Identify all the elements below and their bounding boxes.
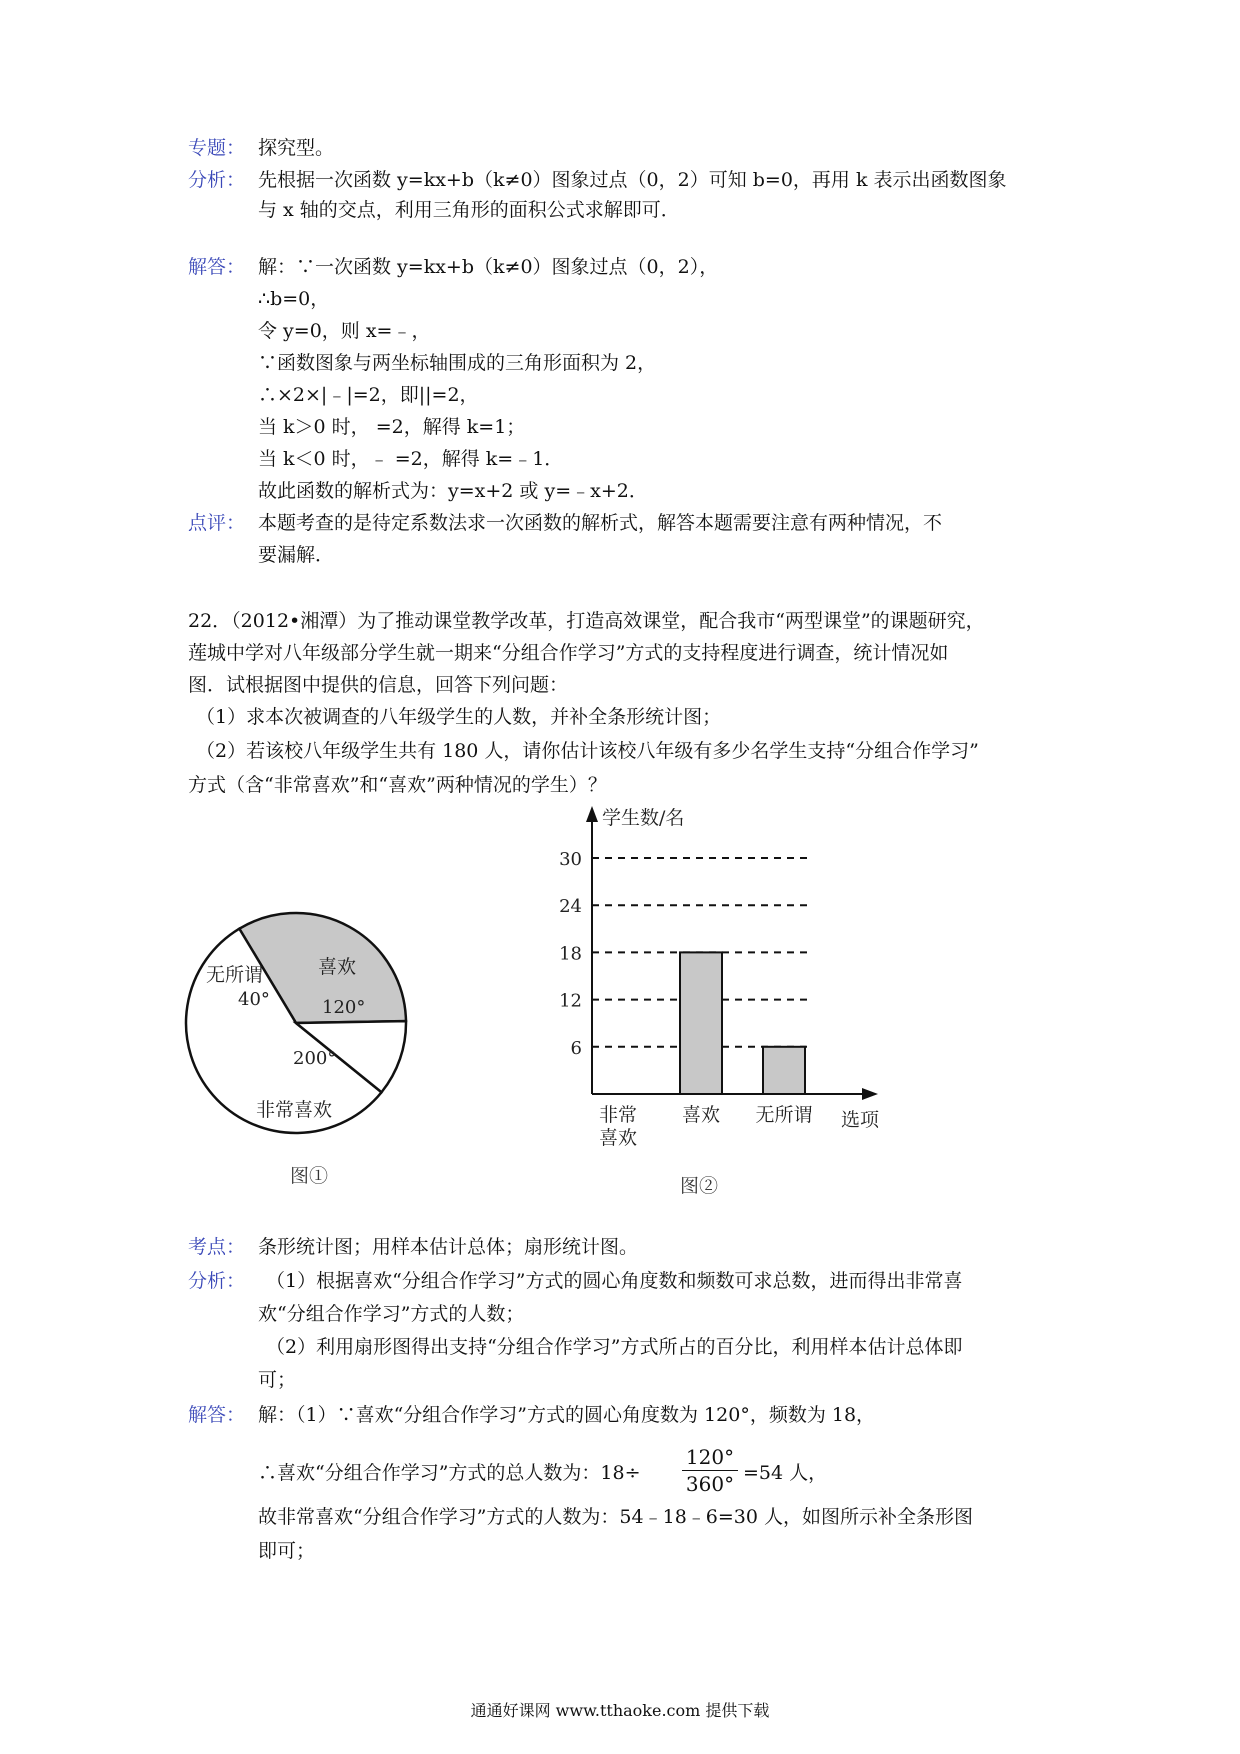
solution-line: ∵函数图象与两坐标轴围成的三角形面积为 2，: [258, 352, 657, 374]
analysis-line-1: 先根据一次函数 y=kx+b（k≠0）图象过点（0，2）可知 b=0，再用 k 表示出函数图象: [258, 169, 1007, 191]
solution-line-1: 解：（1）∵喜欢“分组合作学习”方式的圆心角度数为 120°，频数为 18，: [258, 1404, 876, 1426]
pie-slice-angle: 120°: [322, 997, 366, 1018]
solution-row: [0, 346, 1240, 380]
pie-slice-label: 喜欢: [318, 956, 357, 978]
solution-row: [0, 1534, 1240, 1568]
solution-line-3: 故非常喜欢“分组合作学习”方式的人数为：54﹣18﹣6=30 人，如图所示补全条形图: [258, 1506, 974, 1528]
y-axis-arrow: [586, 806, 598, 822]
topic-text: 探究型。: [258, 137, 335, 159]
solution-fraction-row: [0, 1445, 1240, 1508]
question-line: [0, 604, 1240, 638]
analysis-label: 分析：: [188, 1270, 246, 1292]
solution-label: 解答：: [188, 256, 246, 278]
question-line: [0, 668, 1240, 702]
question-text: （1）求本次被调查的八年级学生的人数，并补全条形统计图；: [196, 706, 722, 728]
kaodian-label: 考点：: [188, 1236, 246, 1258]
question-text: （2）若该校八年级学生共有 180 人，请你估计该校八年级有多少名学生支持“分组合作学习”: [196, 740, 979, 762]
kaodian-text: 条形统计图；用样本估计总体；扇形统计图。: [258, 1236, 639, 1258]
fraction-denominator: 360°: [685, 1472, 735, 1496]
comment-line-2: 要漏解．: [258, 544, 335, 566]
question-text: 22．（2012•湘潭）为了推动课堂教学改革，打造高效课堂，配合我市“两型课堂”的课题研究，: [188, 610, 985, 632]
y-tick-label: 18: [559, 943, 582, 965]
analysis-line-2: 与 x 轴的交点，利用三角形的面积公式求解即可．: [258, 199, 680, 221]
solution-row: [0, 1500, 1240, 1534]
y-axis-label: 学生数/名: [602, 807, 685, 829]
solution-line: 当 k＜0 时，﹣ =2，解得 k=﹣1．: [258, 448, 564, 470]
pie-slice-angle: 40°: [238, 989, 270, 1010]
analysis-row-2: [0, 193, 1240, 227]
y-tick-label: 12: [559, 990, 582, 1012]
pie-slice-label: 无所谓: [206, 964, 264, 986]
question-text: 方式（含“非常喜欢”和“喜欢”两种情况的学生）？: [188, 774, 607, 796]
solution-row: [0, 378, 1240, 412]
solution-row: [0, 442, 1240, 476]
solution-row: [0, 314, 1240, 348]
question-text: 图．试根据图中提供的信息，回答下列问题：: [188, 674, 569, 696]
bar: [763, 1047, 805, 1094]
solution-line-2-post: =54 人，: [743, 1462, 828, 1484]
x-tick-label: 喜欢: [598, 1127, 638, 1149]
comment-row-2: [0, 538, 1240, 572]
x-axis-arrow: [862, 1088, 878, 1100]
solution-label: 解答：: [188, 1404, 246, 1426]
pie-slice-label: 非常喜欢: [256, 1099, 333, 1121]
topic-row: [0, 131, 1240, 165]
question-line: [0, 636, 1240, 670]
solution-row: [0, 1398, 1240, 1432]
x-tick-label: 非常: [598, 1104, 638, 1126]
question-line: [0, 734, 1240, 768]
solution-row: [0, 474, 1240, 508]
question-text: 莲城中学对八年级部分学生就一期来“分组合作学习”方式的支持程度进行调查，统计情况如: [188, 642, 949, 664]
bar-chart: [540, 800, 1000, 1210]
y-tick-label: 24: [559, 896, 582, 918]
solution-row: [0, 282, 1240, 316]
analysis-line: （2）利用扇形图得出支持“分组合作学习”方式所占的百分比，利用样本估计总体即: [266, 1336, 963, 1358]
fraction-numerator: 120°: [685, 1445, 735, 1469]
y-tick-label: 30: [559, 849, 582, 870]
analysis-line: 可；: [258, 1369, 297, 1391]
topic-label: 专题：: [188, 137, 246, 159]
x-axis-label: 选项: [840, 1109, 880, 1131]
fraction-bar: [682, 1470, 738, 1471]
comment-line-1: 本题考查的是待定系数法求一次函数的解析式，解答本题需要注意有两种情况，不: [258, 512, 943, 534]
analysis-row: [0, 163, 1240, 197]
solution-line-2-pre: ∴喜欢“分组合作学习”方式的总人数为：18÷: [258, 1462, 641, 1484]
solution-row: [0, 250, 1240, 284]
solution-line: ∴b=0，: [258, 288, 330, 310]
solution-line: 令 y=0，则 x=﹣，: [258, 320, 431, 342]
analysis-row: [0, 1330, 1240, 1364]
solution-row: [0, 410, 1240, 444]
x-tick-label: 喜欢: [681, 1104, 721, 1126]
solution-line: 解：∵一次函数 y=kx+b（k≠0）图象过点（0，2），: [258, 256, 719, 278]
comment-label: 点评：: [188, 512, 246, 534]
analysis-line: （1）根据喜欢“分组合作学习”方式的圆心角度数和频数可求总数，进而得出非常喜: [266, 1270, 963, 1292]
comment-row: [0, 506, 1240, 540]
y-tick-label: 6: [570, 1037, 582, 1059]
pie-caption: 图①: [290, 1165, 329, 1187]
kaodian-row: [0, 1230, 1240, 1264]
analysis-row: [0, 1363, 1240, 1397]
analysis-row: [0, 1264, 1240, 1298]
footer-text: 通通好课网 www.tthaoke.com 提供下载: [470, 1701, 770, 1720]
pie-chart: [180, 880, 460, 1200]
analysis-line: 欢“分组合作学习”方式的人数；: [258, 1303, 525, 1325]
x-tick-label: 无所谓: [755, 1104, 813, 1126]
question-line: [0, 768, 1240, 802]
solution-line: ∴×2×|﹣|=2，即||=2，: [258, 384, 479, 406]
analysis-row: [0, 1297, 1240, 1331]
pie-slice-angle: 200°: [293, 1048, 337, 1069]
solution-line: 故此函数的解析式为：y=x+2 或 y=﹣x+2．: [258, 480, 648, 502]
solution-line: 当 k＞0 时， =2，解得 k=1；: [258, 416, 526, 438]
solution-line-4: 即可；: [258, 1540, 316, 1562]
bar-caption: 图②: [680, 1175, 719, 1197]
analysis-label: 分析：: [188, 169, 246, 191]
question-line: [0, 700, 1240, 734]
bar: [680, 952, 722, 1094]
